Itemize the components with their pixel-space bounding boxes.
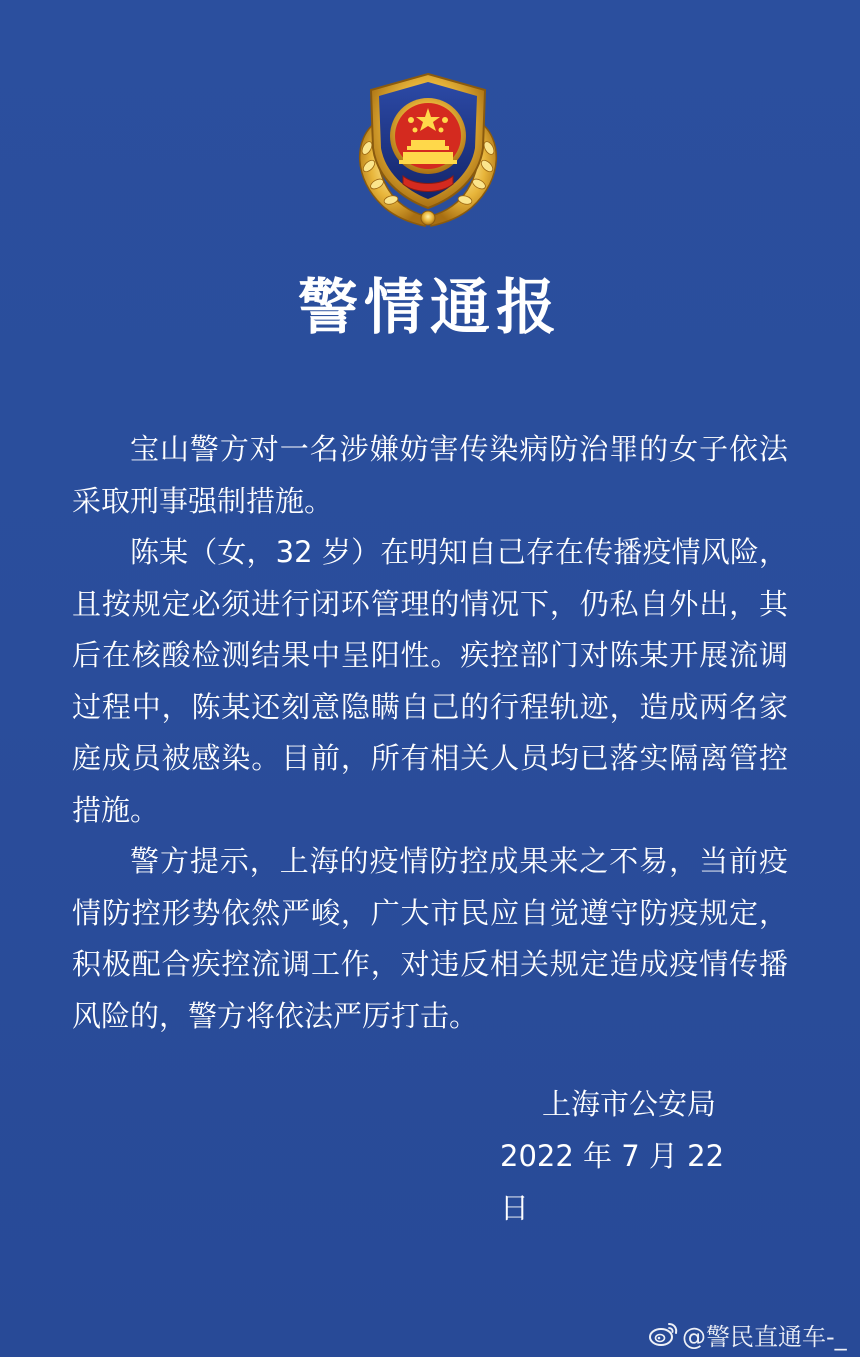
signature-block: [500, 1078, 760, 1234]
paragraph-3: 警方提示，上海的疫情防控成果来之不易，当前疫情防控形势依然严峻，广大市民应自觉遵守防疫规定，积极配合疾控流调工作，对违反相关规定造成疫情传播风险的，警方将依法严厉打击。: [72, 844, 788, 1033]
notice-title: 警情通报: [298, 273, 562, 343]
issue-date: 2022 年 7 月 22 日: [500, 1139, 725, 1225]
paragraph-1: 宝山警方对一名涉嫌妨害传染病防治罪的女子依法采取刑事强制措施。: [72, 432, 788, 518]
police-emblem-icon: [345, 68, 511, 230]
issuing-organization: 上海市公安局: [542, 1087, 717, 1121]
weibo-watermark: [648, 1316, 847, 1352]
paragraph-2: 陈某（女，32 岁）在明知自己存在传播疫情风险，且按规定必须进行闭环管理的情况下，仍私自外出，其后在核酸检测结果中呈阳性。疾控部门对陈某开展流调过程中，陈某还刻意隐瞒自己的行程轨迹，造成两名家庭成员被感染。目前，所有相关人员均已落实隔离管控措施。: [72, 535, 788, 827]
weibo-icon: [648, 1321, 678, 1347]
notice-body: [72, 424, 788, 1042]
watermark-text: @警民直通车-_: [682, 1322, 847, 1351]
